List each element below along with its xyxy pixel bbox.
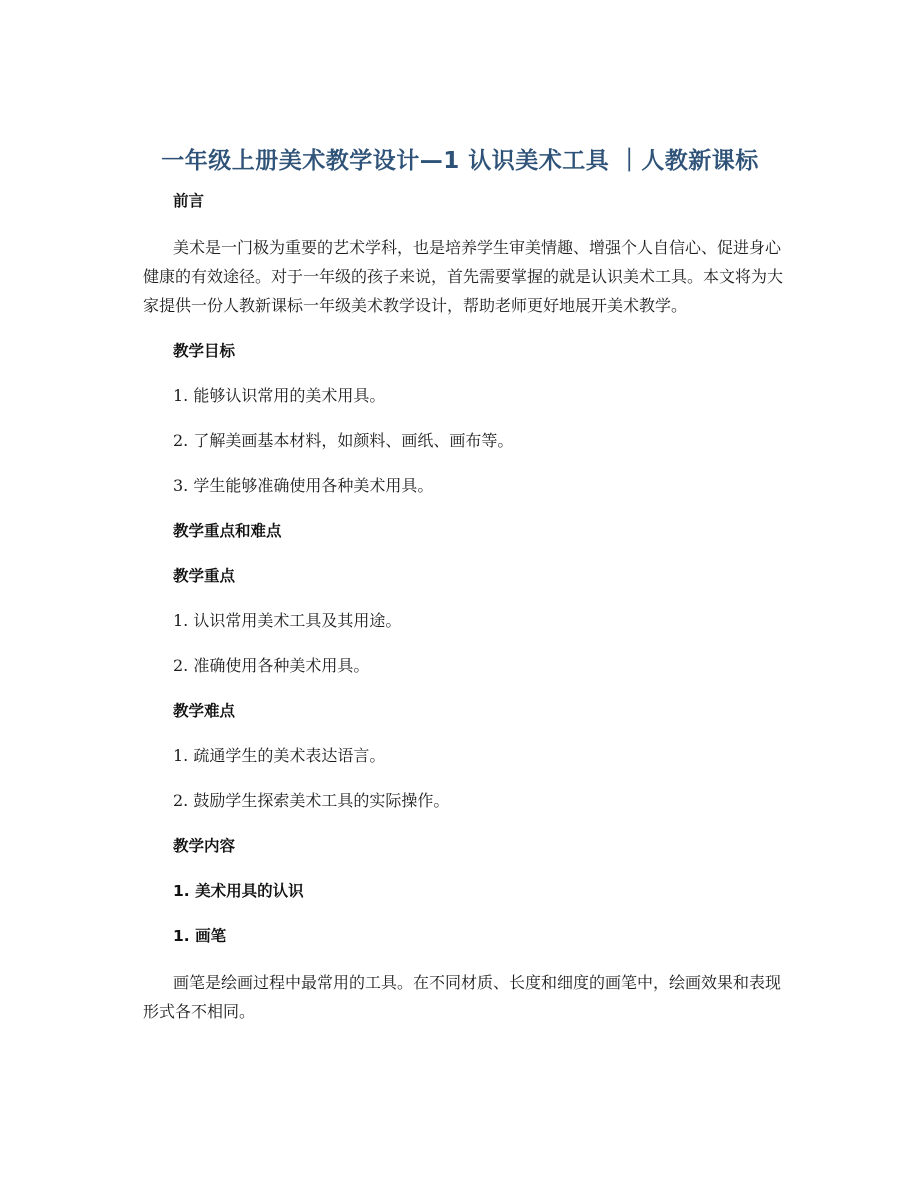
objectives-heading: 教学目标: [173, 341, 236, 360]
key-point-item: 1. 认识常用美术工具及其用途。: [173, 610, 402, 630]
difficult-point-item: 1. 疏通学生的美术表达语言。: [173, 745, 386, 765]
objective-item: 1. 能够认识常用的美术用具。: [173, 385, 386, 405]
preface-heading: 前言: [173, 192, 205, 210]
difficult-point-item: 2. 鼓励学生探索美术工具的实际操作。: [173, 790, 450, 810]
content-subheading-tools: 1. 美术用具的认识: [173, 881, 304, 900]
document-title: 一年级上册美术教学设计—1 认识美术工具 ｜人教新课标: [161, 148, 759, 174]
preface-paragraph: [143, 233, 793, 321]
content-heading: 教学内容: [173, 836, 236, 855]
objective-item: 2. 了解美画基本材料，如颜料、画纸、画布等。: [173, 430, 514, 450]
brush-paragraph: 画笔是绘画过程中最常用的工具。在不同材质、长度和细度的画笔中，绘画效果和表现形式各不相同。: [143, 972, 782, 1021]
difficult-points-heading: 教学难点: [173, 701, 236, 720]
key-difficult-heading: 教学重点和难点: [173, 521, 282, 540]
preface-text: 美术是一门极为重要的艺术学科，也是培养学生审美情趣、增强个人自信心、促进身心健康的有效途径。对于一年级的孩子来说，首先需要掌握的就是认识美术工具。本文将为大家提供一份人教新课标一年级美术教学设计，帮助老师更好地展开美术教学。: [143, 238, 784, 316]
document-body: [143, 188, 793, 1043]
key-point-item: 2. 准确使用各种美术用具。: [173, 655, 370, 675]
content-subheading-brush: 1. 画笔: [173, 926, 227, 945]
objective-item: 3. 学生能够准确使用各种美术用具。: [173, 475, 434, 495]
key-points-heading: 教学重点: [173, 566, 236, 585]
